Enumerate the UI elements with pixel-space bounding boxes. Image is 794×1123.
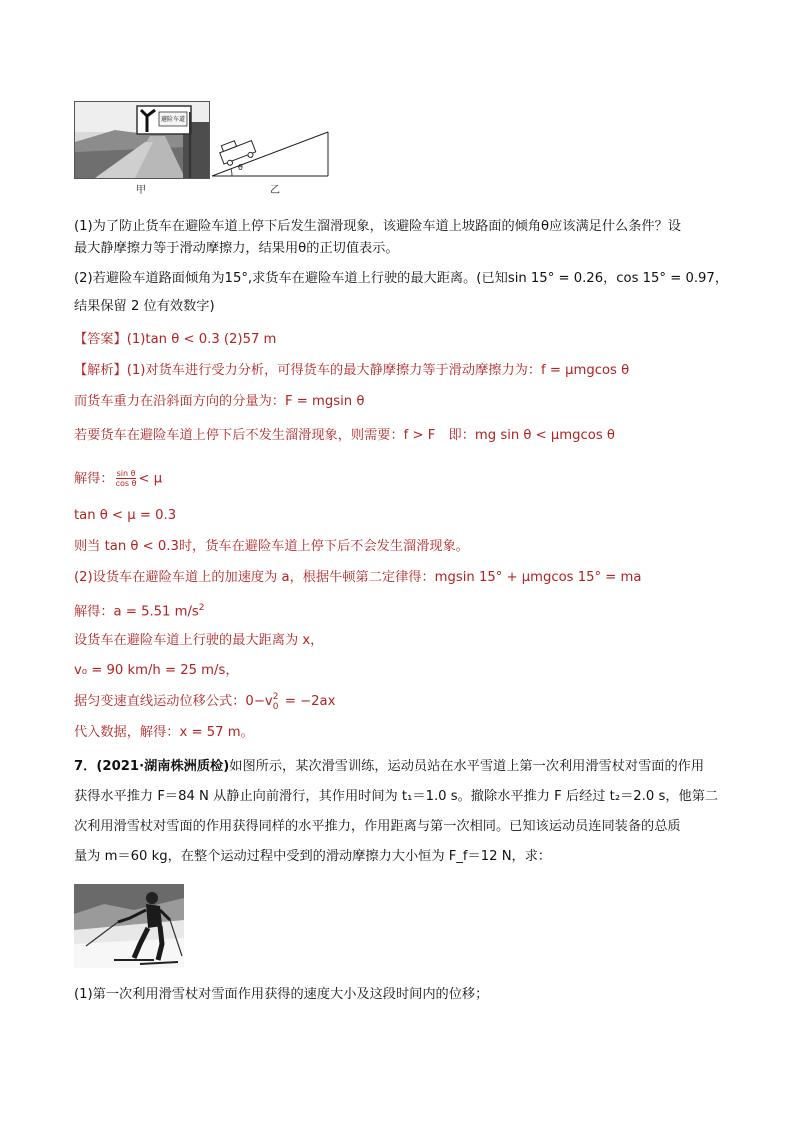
analysis-text-1: (1)对货车进行受力分析，可得货车的最大静摩擦力等于滑动摩擦力为：f = μmgcos θ <box>126 363 630 378</box>
answer-tag: 【答案】 <box>74 332 127 347</box>
angle-label: θ <box>238 163 243 172</box>
skier-drawing <box>74 884 184 968</box>
ramp-photo <box>74 101 210 179</box>
problem7-source: (2021·湖南株洲质检) <box>96 759 230 774</box>
ramp-photo-drawing <box>75 102 209 178</box>
analysis-line-5: tan θ < μ = 0.3 <box>74 508 177 523</box>
problem7-line-2: 获得水平推力 F＝84 N 从静止向前滑行，其作用时间为 t₁＝1.0 s。撤除水平推力 F 后经过 t₂＝2.0 s，他第二 <box>74 789 719 804</box>
formula-sup: 2 <box>272 692 279 702</box>
answer-line <box>74 331 276 349</box>
solve-prefix: 解得： <box>74 471 114 487</box>
fraction-numerator: sin θ <box>116 469 136 478</box>
problem7-line-4: 量为 m＝60 kg，在整个运动过程中受到的滑动摩擦力大小恒为 F_f＝12 N，求： <box>74 849 552 864</box>
analysis-line-7: (2)设货车在避险车道上的加速度为 a，根据牛顿第二定律得：mgsin 15° + μmgcos 15° = ma <box>74 570 642 585</box>
formula-sub: 0 <box>272 702 279 712</box>
analysis-line-10: v₀ = 90 km/h = 25 m/s， <box>74 663 239 678</box>
photo-caption: 甲 <box>136 185 146 196</box>
incline-drawing <box>210 130 330 180</box>
analysis-line-9: 设货车在避险车道上行驶的最大距离为 x， <box>74 633 324 648</box>
analysis-line-12: 代入数据，解得：x = 57 m。 <box>74 725 254 740</box>
sign-text: 避险车道 <box>161 116 186 123</box>
q2-line-1: (2)若避险车道路面倾角为15°,求货车在避险车道上行驶的最大距离。(已知sin 15° = 0.26，cos 15° = 0.97， <box>74 271 729 286</box>
sin-cos-fraction <box>116 469 137 488</box>
diagram-caption: 乙 <box>270 185 280 196</box>
analysis-line-1 <box>74 362 629 380</box>
accel-result: 解得：a = 5.51 m/s <box>74 604 199 620</box>
analysis-line-8 <box>74 599 205 621</box>
problem7-line-1 <box>74 758 704 776</box>
analysis-line-6: 则当 tan θ < 0.3时，货车在避险车道上停下后不会发生溜滑现象。 <box>74 539 469 554</box>
skier-photo <box>74 884 184 968</box>
problem7-line-3: 次利用滑雪杖对雪面的作用获得同样的水平推力，作用距离与第一次相同。已知该运动员连同装备的总质 <box>74 819 681 834</box>
formula-prefix: 据匀变速直线运动位移公式：0−v <box>74 694 273 709</box>
formula-suffix: = −2ax <box>280 694 336 709</box>
fraction-denominator: cos θ <box>115 479 137 488</box>
accel-exponent: 2 <box>198 603 205 613</box>
answer-text: (1)tan θ < 0.3 (2)57 m <box>126 332 277 347</box>
q1-line-2: 最大静摩擦力等于滑动摩擦力，结果用θ的正切值表示。 <box>74 241 399 256</box>
analysis-line-4 <box>74 469 162 489</box>
analysis-line-11 <box>74 693 335 711</box>
analysis-line-2: 而货车重力在沿斜面方向的分量为：F = mgsin θ <box>74 394 365 409</box>
q1-line-1: (1)为了防止货车在避险车道上停下后发生溜滑现象，该避险车道上坡路面的倾角θ应该满足什么条件？设 <box>74 219 681 234</box>
problem7-question-1: (1)第一次利用滑雪杖对雪面作用获得的速度大小及这段时间内的位移； <box>74 987 489 1002</box>
analysis-line-3: 若要货车在避险车道上停下后不发生溜滑现象，则需要：f > F 即：mg sin θ < μmgcos θ <box>74 428 615 443</box>
analysis-tag: 【解析】 <box>74 363 127 378</box>
solve-suffix: < μ <box>138 471 163 487</box>
q2-line-2: 结果保留 2 位有效数字) <box>74 299 215 314</box>
problem7-text-1: 如图所示，某次滑雪训练，运动员站在水平雪道上第一次利用滑雪杖对雪面的作用 <box>229 759 705 774</box>
incline-diagram <box>210 130 330 180</box>
problem7-number: 7． <box>74 759 97 774</box>
